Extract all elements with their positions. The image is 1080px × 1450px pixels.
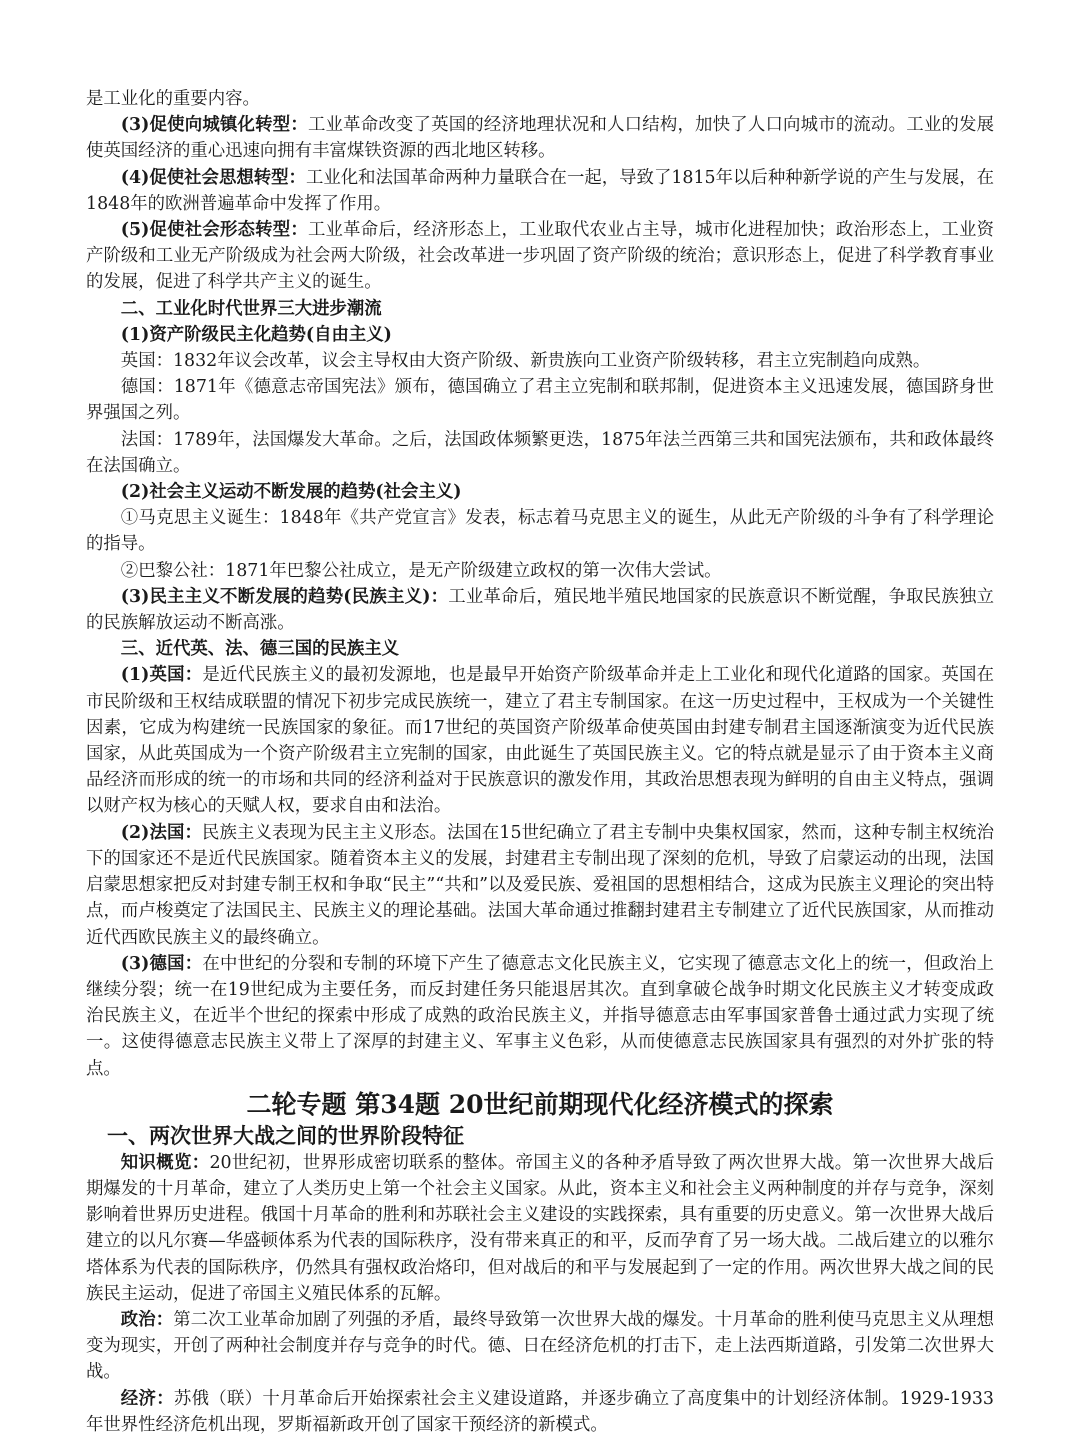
- subsection-heading: (2)社会主义运动不断发展的趋势(社会主义): [120, 482, 462, 503]
- topic-subtitle: 一、两次世界大战之间的世界阶段特征: [107, 1122, 464, 1148]
- paragraph: [86, 1307, 994, 1386]
- paragraph: ①马克思主义诞生：1848年《共产党宣言》发表，标志着马克思主义的诞生，从此无产阶级的斗争有了科学理论的指导。: [86, 508, 994, 555]
- paragraph-text: 是近代民族主义的最初发源地，也是最早开始资产阶级革命并走上工业化和现代化道路的国家。英国在市民阶级和王权结成联盟的情况下初步完成民族统一，建立了君主专制国家。在这一历史过程中，王权成为一个关键性因素，它成为构建统一民族国家的象征。而17世纪的英国资产阶级革命使英国由封建专制君主国逐渐演变为近代民族国家，从此英国成为一个资产阶级君主立宪制的国家，由此诞生了英国民族主义。它的特点就是显示了由于资本主义商品经济而形成的统一的市场和共同的经济利益对于民族意识的激发作用，其政治思想表现为鲜明的自由主义特点，强调以财产权为核心的天赋人权，要求自由和法治。: [86, 665, 994, 817]
- paragraph-text: 20世纪初，世界形成密切联系的整体。帝国主义的各种矛盾导致了两次世界大战。第一次世界大战后期爆发的十月革命，建立了人类历史上第一个社会主义国家。从此，资本主义和社会主义两种制度的并存与竞争，深刻影响着世界历史进程。俄国十月革命的胜利和苏联社会主义建设的实践探索，具有重要的历史意义。第一次世界大战后建立的以凡尔赛—华盛顿体系为代表的国际秩序，没有带来真正的和平，反而孕育了另一场大战。二战后建立的以雅尔塔体系为代表的国际秩序，仍然具有强权政治烙印，但对战后的和平与发展起到了一定的作用。两次世界大战之间的民族民主运动，促进了帝国主义殖民体系的瓦解。: [86, 1152, 994, 1304]
- paragraph-label: (3)促使向城镇化转型：: [120, 115, 308, 136]
- paragraph: [86, 662, 994, 819]
- section-heading: 三、近代英、法、德三国的民族主义: [120, 639, 400, 660]
- paragraph-label: (1)英国：: [120, 665, 203, 686]
- paragraph-label: 经济：: [120, 1388, 174, 1409]
- paragraph-text: 工业革命后，经济形态上，工业取代农业占主导，城市化进程加快；政治形态上，工业资产阶级和工业无产阶级成为社会两大阶级，社会改革进一步巩固了资产阶级的统治；意识形态上，促进了科学教育事业的发展，促进了科学共产主义的诞生。: [86, 220, 994, 293]
- paragraph: [86, 584, 994, 636]
- paragraph: [86, 165, 994, 217]
- paragraph: 德国：1871年《德意志帝国宪法》颁布，德国确立了君主立宪制和联邦制，促进资本主义迅速发展，德国跻身世界强国之列。: [86, 377, 994, 424]
- paragraph: 是工业化的重要内容。: [86, 89, 260, 109]
- paragraph-label: (3)民主主义不断发展的趋势(民族主义)：: [120, 586, 449, 607]
- paragraph: [86, 1150, 994, 1307]
- paragraph-label: 政治：: [120, 1309, 174, 1330]
- paragraph-text: 苏俄（联）十月革命后开始探索社会主义建设道路，并逐步确立了高度集中的计划经济体制。1929-1933年世界性经济危机出现，罗斯福新政开创了国家干预经济的新模式。: [86, 1388, 994, 1435]
- paragraph-text: 工业革命改变了英国的经济地理状况和人口结构，加快了人口向城市的流动。工业的发展使英国经济的重心迅速向拥有丰富煤铁资源的西北地区转移。: [86, 115, 994, 162]
- section-heading: 二、工业化时代世界三大进步潮流: [120, 298, 382, 319]
- subsection-heading: (1)资产阶级民主化趋势(自由主义): [120, 324, 392, 345]
- paragraph: [86, 951, 994, 1082]
- paragraph: [86, 1386, 994, 1438]
- paragraph-label: (4)促使社会思想转型：: [120, 167, 306, 188]
- paragraph-label: (5)促使社会形态转型：: [120, 220, 308, 241]
- topic-title: 二轮专题 第34题 20世纪前期现代化经济模式的探索: [246, 1089, 834, 1119]
- paragraph-text: 民族主义表现为民主主义形态。法国在15世纪确立了君主专制中央集权国家，然而，这种专制主权统治下的国家还不是近代民族国家。随着资本主义的发展，封建君主专制出现了深刻的危机，导致了启蒙运动的出现，法国启蒙思想家把反对封建专制王权和争取“民主”“共和”以及爱民族、爱祖国的思想相结合，这成为民族主义理论的突出特点，而卢梭奠定了法国民主、民族主义的理论基础。法国大革命通过推翻封建君主专制建立了近代民族国家，从而推动近代西欧民族主义的最终确立。: [86, 822, 995, 948]
- paragraph: 英国：1832年议会改革，议会主导权由大资产阶级、新贵族向工业资产阶级转移，君主立宪制趋向成熟。: [120, 351, 931, 372]
- paragraph-text: 工业化和法国革命两种力量联合在一起，导致了1815年以后种种新学说的产生与发展，在1848年的欧洲普遍革命中发挥了作用。: [86, 167, 995, 214]
- paragraph: [86, 820, 994, 951]
- paragraph: ②巴黎公社：1871年巴黎公社成立，是无产阶级建立政权的第一次伟大尝试。: [120, 560, 722, 581]
- paragraph-text: 工业革命后，殖民地半殖民地国家的民族意识不断觉醒，争取民族独立的民族解放运动不断高涨。: [86, 586, 994, 634]
- paragraph-text: 第二次工业革命加剧了列强的矛盾，最终导致第一次世界大战的爆发。十月革命的胜利使马克思主义从理想变为现实，开创了两种社会制度并存与竞争的时代。德、日在经济危机的打击下，走上法西斯道路，引发第二次世界大战。: [86, 1309, 994, 1383]
- paragraph-label: (2)法国：: [120, 822, 202, 843]
- paragraph: [86, 112, 994, 164]
- paragraph-label: 知识概览：: [120, 1152, 210, 1173]
- paragraph-label: (3)德国：: [120, 953, 203, 974]
- paragraph-text: 在中世纪的分裂和专制的环境下产生了德意志文化民族主义，它实现了德意志文化上的统一，但政治上继续分裂；统一在19世纪成为主要任务，而反封建任务只能退居其次。直到拿破仑战争时期文化民族主义才转变成政治民族主义，在近半个世纪的探索中形成了成熟的政治民族主义，并指导德意志由军事国家普鲁士通过武力实现了统一。这使得德意志民族主义带上了深厚的封建主义、军事主义色彩，从而使德意志民族国家具有强烈的对外扩张的特点。: [86, 953, 994, 1079]
- paragraph: [86, 217, 994, 296]
- top-spacer: [86, 0, 994, 86]
- paragraph: 法国：1789年，法国爆发大革命。之后，法国政体频繁更迭，1875年法兰西第三共和国宪法颁布，共和政体最终在法国确立。: [86, 429, 994, 476]
